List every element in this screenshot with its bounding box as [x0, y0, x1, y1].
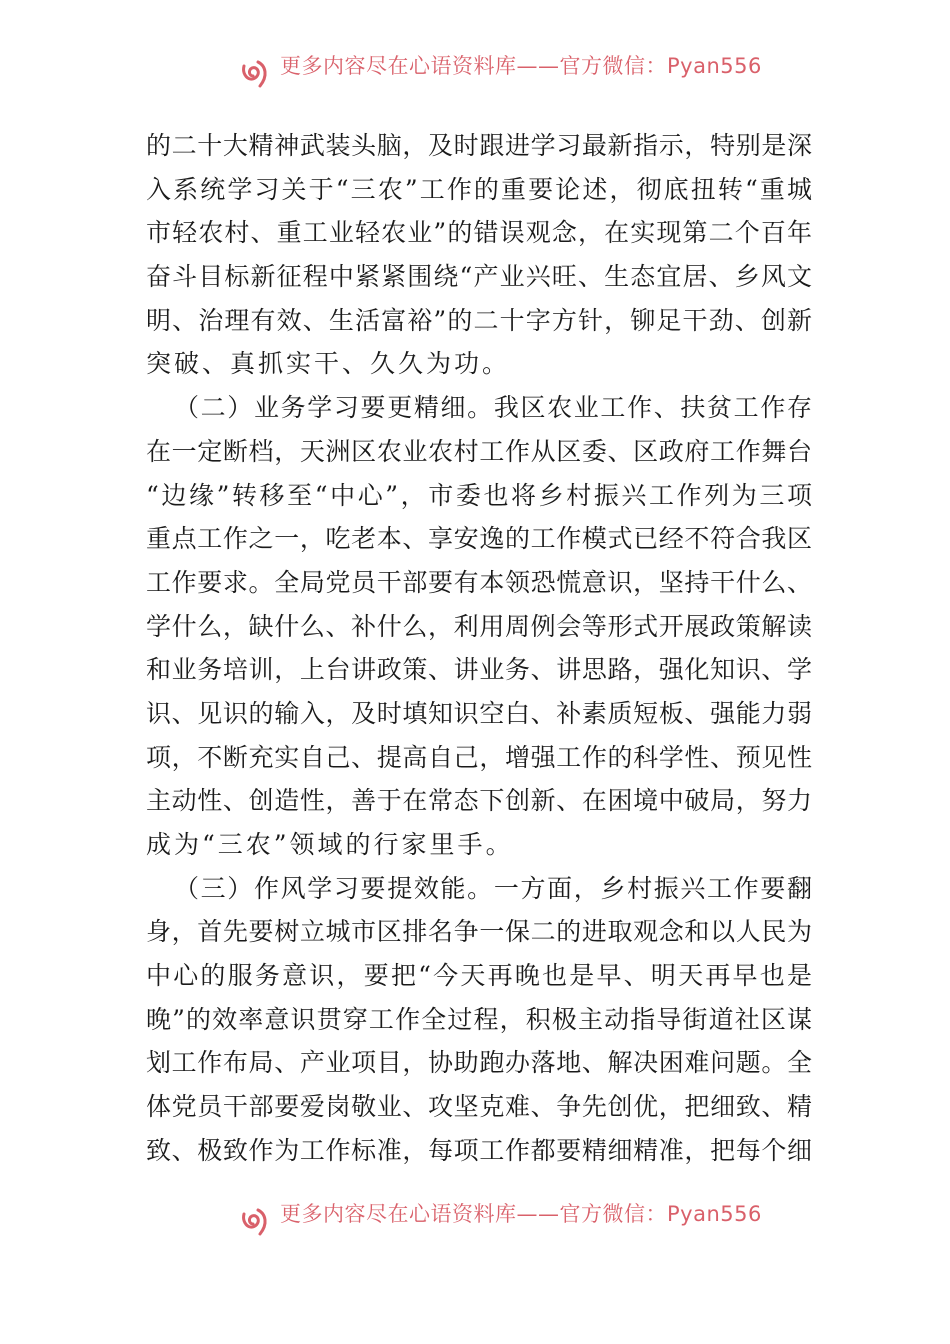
text-line: 重点工作之一，吃老本、享安逸的工作模式已经不符合我区: [146, 524, 812, 554]
logo-icon: [238, 1204, 272, 1238]
text-line: 体党员干部要爱岗敬业、攻坚克难、争先创优，把细致、精: [146, 1092, 812, 1122]
footer-watermark-banner: [0, 1198, 950, 1238]
text-line: 工作要求。全局党员干部要有本领恐慌意识，坚持干什么、: [146, 567, 812, 597]
section-heading-line: （三）作风学习要提效能。一方面，乡村振兴工作要翻: [174, 873, 812, 903]
text-line: 身，首先要树立城市区排名争一保二的进取观念和以人民为: [146, 917, 812, 947]
text-line: 突破、真抓实干、久久为功。: [146, 349, 511, 379]
text-line: 在一定断档，天洲区农业农村工作从区委、区政府工作舞台: [146, 436, 812, 466]
text-line: 奋斗目标新征程中紧紧围绕“产业兴旺、生态宜居、乡风文: [146, 262, 812, 292]
text-line: 识、见识的输入，及时填知识空白、补素质短板、强能力弱: [146, 698, 812, 728]
section-heading-line: （二）业务学习要更精细。我区农业工作、扶贫工作存: [174, 393, 812, 423]
document-body: [146, 124, 812, 1173]
text-line: 的二十大精神武装头脑，及时跟进学习最新指示，特别是深: [146, 131, 812, 160]
text-line: 市轻农村、重工业轻农业”的错误观念，在实现第二个百年: [146, 218, 812, 248]
text-line: 明、治理有效、生活富裕”的二十字方针，铆足干劲、创新: [146, 305, 812, 335]
text-line: 学什么，缺什么、补什么，利用周例会等形式开展政策解读: [146, 611, 812, 641]
footer-watermark-text: 更多内容尽在心语资料库——官方微信：Pyan556: [280, 1202, 762, 1226]
text-line: 项，不断充实自己、提高自己，增强工作的科学性、预见性: [146, 742, 812, 772]
text-line: 和业务培训，上台讲政策、讲业务、讲思路，强化知识、学: [146, 655, 812, 685]
text-line: 晚”的效率意识贯穿工作全过程，积极主动指导街道社区谋: [146, 1004, 812, 1034]
header-watermark-banner: [0, 50, 950, 90]
logo-icon: [238, 56, 272, 90]
text-line: 致、极致作为工作标准，每项工作都要精细精准，把每个细: [146, 1135, 812, 1165]
text-line: 中心的服务意识，要把“今天再晚也是早、明天再早也是: [146, 961, 812, 991]
text-line: “边缘”转移至“中心”，市委也将乡村振兴工作列为三项: [146, 480, 812, 510]
text-line: 成为“三农”领域的行家里手。: [146, 830, 514, 859]
text-line: 主动性、创造性，善于在常态下创新、在困境中破局，努力: [146, 786, 812, 816]
header-watermark-text: 更多内容尽在心语资料库——官方微信：Pyan556: [280, 54, 762, 78]
text-line: 划工作布局、产业项目，协助跑办落地、解决困难问题。全: [146, 1048, 812, 1078]
text-line: 入系统学习关于“三农”工作的重要论述，彻底扭转“重城: [146, 174, 812, 204]
